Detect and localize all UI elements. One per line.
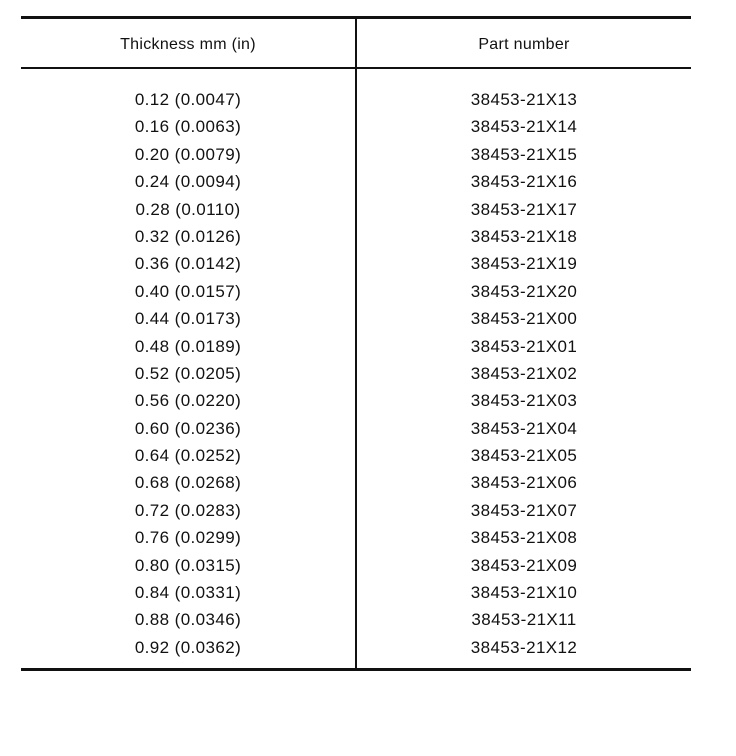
table-row <box>21 360 691 387</box>
table-row <box>21 524 691 551</box>
cell-thickness: 0.92 (0.0362) <box>134 637 242 657</box>
header-part-number: Part number <box>478 36 570 53</box>
table-row <box>21 579 691 606</box>
cell-part-number: 38453-21X16 <box>470 172 578 192</box>
cell-part-number: 38453-21X05 <box>470 446 578 466</box>
cell-thickness: 0.12 (0.0047) <box>134 90 242 109</box>
cell-part-number: 38453-21X04 <box>470 418 578 438</box>
table-row <box>21 634 691 661</box>
cell-thickness: 0.80 (0.0315) <box>134 555 242 575</box>
cell-thickness: 0.76 (0.0299) <box>134 528 242 548</box>
cell-part-number: 38453-21X09 <box>470 555 578 575</box>
cell-thickness: 0.72 (0.0283) <box>134 500 242 520</box>
cell-thickness: 0.28 (0.0110) <box>135 199 241 219</box>
table-row <box>21 469 691 496</box>
table-row <box>21 497 691 524</box>
cell-part-number: 38453-21X11 <box>471 610 577 630</box>
cell-thickness: 0.20 (0.0079) <box>134 144 242 164</box>
table-row <box>21 333 691 360</box>
cell-part-number: 38453-21X13 <box>470 90 578 109</box>
cell-thickness: 0.24 (0.0094) <box>134 172 242 192</box>
cell-part-number: 38453-21X03 <box>470 391 578 411</box>
table-body <box>21 86 691 661</box>
cell-thickness: 0.16 (0.0063) <box>134 117 242 137</box>
cell-thickness: 0.60 (0.0236) <box>134 418 242 438</box>
cell-part-number: 38453-21X19 <box>470 254 578 274</box>
table-header-rule <box>21 67 691 69</box>
cell-part-number: 38453-21X02 <box>470 363 578 383</box>
cell-part-number: 38453-21X20 <box>470 281 578 301</box>
cell-part-number: 38453-21X18 <box>470 226 578 246</box>
table-row <box>21 415 691 442</box>
table-row <box>21 86 691 113</box>
cell-thickness: 0.40 (0.0157) <box>134 281 242 301</box>
cell-thickness: 0.88 (0.0346) <box>134 610 242 630</box>
cell-part-number: 38453-21X07 <box>470 500 578 520</box>
table-row <box>21 278 691 305</box>
cell-part-number: 38453-21X12 <box>470 637 578 657</box>
cell-thickness: 0.48 (0.0189) <box>134 336 242 356</box>
table-row <box>21 552 691 579</box>
table-row <box>21 223 691 250</box>
shim-table <box>21 16 691 672</box>
cell-part-number: 38453-21X00 <box>470 309 578 329</box>
cell-part-number: 38453-21X08 <box>470 528 578 548</box>
table-row <box>21 250 691 277</box>
cell-part-number: 38453-21X01 <box>470 336 578 356</box>
cell-thickness: 0.56 (0.0220) <box>134 391 242 411</box>
cell-thickness: 0.32 (0.0126) <box>134 226 242 246</box>
table-row <box>21 168 691 195</box>
cell-thickness: 0.84 (0.0331) <box>134 583 242 603</box>
cell-part-number: 38453-21X10 <box>470 583 578 603</box>
cell-part-number: 38453-21X15 <box>470 144 578 164</box>
table-row <box>21 387 691 414</box>
table-row <box>21 113 691 140</box>
cell-thickness: 0.44 (0.0173) <box>134 309 242 329</box>
table-row <box>21 141 691 168</box>
cell-thickness: 0.68 (0.0268) <box>134 473 242 493</box>
table-row <box>21 305 691 332</box>
cell-part-number: 38453-21X17 <box>470 199 578 219</box>
table-row <box>21 606 691 633</box>
table-bottom-rule <box>21 668 691 671</box>
cell-part-number: 38453-21X14 <box>470 117 578 137</box>
table-row <box>21 196 691 223</box>
cell-thickness: 0.52 (0.0205) <box>134 363 242 383</box>
header-thickness: Thickness mm (in) <box>120 36 256 53</box>
cell-part-number: 38453-21X06 <box>470 473 578 493</box>
table-row <box>21 442 691 469</box>
cell-thickness: 0.64 (0.0252) <box>134 446 242 466</box>
cell-thickness: 0.36 (0.0142) <box>134 254 242 274</box>
